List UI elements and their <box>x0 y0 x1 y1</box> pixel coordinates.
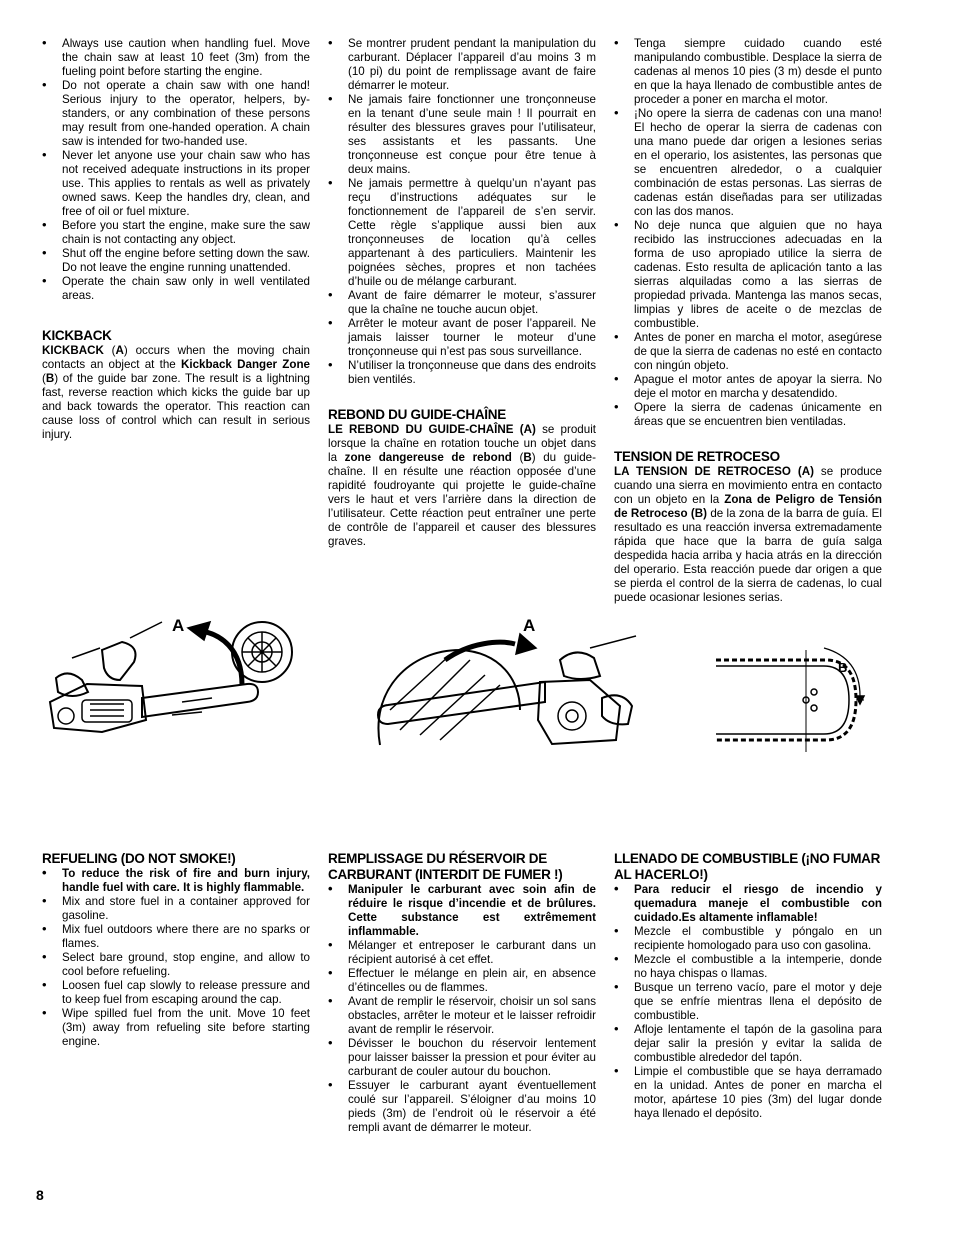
llenado-heading: LLENADO DE COMBUSTIBLE (¡NO FUMAR AL HACERLO!) <box>614 851 881 882</box>
remplissage-heading: REMPLISSAGE DU RÉSERVOIR DE CARBURANT (INTERDIT DE FUMER !) <box>328 851 563 882</box>
list-item: • Operate the chain saw only in well ventilated areas. <box>42 275 310 303</box>
tension-paragraph: LA TENSION DE RETROCESO (A) se produce cuando una sierra en movimiento entra en contacto con un objeto en la Zona de Peligro de Tensión de Retroceso (B) de la zona de la barra de guía. El resultado es una reacción inversa extremadamente rápida que hace que la barra de guía salga despedida hacia arriba y hacia atrás en la dirección del operario. Esta reacción puede dar origen a que se pierda el control de la sierra de cadenas, lo cual puede ocasionar lesiones serias. <box>614 465 882 604</box>
list-item: • Before you start the engine, make sure the saw chain is not contacting any object. <box>42 219 310 247</box>
list-item: • Antes de poner en marcha el motor, asegúrese de que la sierra de cadenas no esté en contacto con ningún objeto. <box>614 331 882 373</box>
page-number: 8 <box>36 1187 44 1203</box>
list-item: • To reduce the risk of fire and burn injury, handle fuel with care. It is highly flammable. <box>42 867 310 895</box>
rebond-paragraph: LE REBOND DU GUIDE-CHAÎNE (A) se produit lorsque la chaîne en rotation touche un objet dans la zone dangereuse de rebond (B) du guide-chaîne. Il en résulte une réaction opposée d’une rapidité foudroyante qui projette le guide-chaîne vers le haut et vers l’arrière dans la direction de l’utilisateur. Cette réaction peut entraîner une perte de contrôle de l’appareil et causer des blessures graves. <box>328 423 596 548</box>
es-fuel-list <box>614 37 882 429</box>
list-item: • No deje nunca que alguien que no haya recibido las instrucciones adecuadas en la forma de uso apropiado utilice la sierra de cadenas. Esto resulta de aplicación tanto a las sierras alquiladas como a las sierras de propiedad privada. Mantenga las manos secas, limpias y libres de aceite o de mezclas de combustible. <box>614 219 882 331</box>
figure-label-b: B <box>838 660 848 675</box>
list-item: • N’utiliser la tronçonneuse que dans des endroits bien ventilés. <box>328 359 596 387</box>
rebond-heading: REBOND DU GUIDE-CHAÎNE <box>328 407 506 422</box>
list-item: • Mix and store fuel in a container approved for gasoline. <box>42 895 310 923</box>
list-item: • Manipuler le carburant avec soin afin de réduire le risque d’incendie et de brûlures. Cette substance est extrêmement inflammable. <box>328 883 596 939</box>
list-item: • Afloje lentamente el tapón de la gasolina para dejar salir la presión y evitar la salida de combustible alrededor del tapón. <box>614 1023 882 1065</box>
list-item: • Effectuer le mélange en plein air, en absence d’étincelles ou de flammes. <box>328 967 596 995</box>
kickback-illustration-center <box>340 620 640 750</box>
list-item: • ¡No opere la sierra de cadenas con una mano! El hecho de operar la sierra de cadenas con una mano puede dar origen a lesiones serias en el operario, los asistentes, las personas que se encuentren alrededor, o a cualquier combinación de estas personas. Las sierras de cadenas están diseñadas para ser utilizadas con las dos manos. <box>614 107 882 219</box>
fr-refueling <box>328 851 596 1135</box>
list-item: • Mix fuel outdoors where there are no sparks or flames. <box>42 923 310 951</box>
kickback-heading: KICKBACK <box>42 328 112 343</box>
en-refueling-list <box>42 867 310 1049</box>
es-fuel-safety <box>614 37 882 605</box>
guide-bar-danger-zone-diagram <box>706 640 866 755</box>
list-item: • Opere la sierra de cadenas únicamente en áreas que se encuentren bien ventiladas. <box>614 401 882 429</box>
fr-refueling-list <box>328 883 596 1135</box>
es-refueling-list <box>614 883 882 1121</box>
list-item: • Never let anyone use your chain saw who has not received adequate instructions in its proper use. This applies to rentals as well as privately owned saws. Keep the handles dry, clean, and free of oil or fuel mixture. <box>42 149 310 219</box>
list-item: • Arrêter le moteur avant de poser l’appareil. Ne jamais laisser tourner le moteur d’une tronçonneuse qui n’est pas sous surveillance. <box>328 317 596 359</box>
fr-fuel-safety <box>328 37 596 549</box>
list-item: • Select bare ground, stop engine, and allow to cool before refueling. <box>42 951 310 979</box>
list-item: • Tenga siempre cuidado cuando esté manipulando combustible. Desplace la sierra de cadenas al menos 10 pies (3 m) desde el punto en que la haya llenado de combustible antes de proceder a poner en marcha el motor. <box>614 37 882 107</box>
tension-heading: TENSION DE RETROCESO <box>614 449 780 464</box>
figure-label-a: A <box>172 616 185 635</box>
list-item: • Do not operate a chain saw with one hand! Serious injury to the operator, helpers, by-standers, or any combination of these persons may result from one-handed operation. A chain saw is intended for two-handed use. <box>42 79 310 149</box>
kickback-paragraph: KICKBACK (A) occurs when the moving chain contacts an object at the Kickback Danger Zone (B) of the guide bar zone. The result is a lightning fast, reverse reaction which kicks the guide bar up and back towards the operator. This reaction can cause loss of control which can result in serious injury. <box>42 344 310 441</box>
list-item: • Loosen fuel cap slowly to release pressure and to keep fuel from escaping around the cap. <box>42 979 310 1007</box>
list-item: • Essuyer le carburant ayant éventuellement coulé sur l’appareil. S’éloigner d’au moins 10 pieds (3m) de l’endroit où le réservoir a été rempli avant de démarrer le moteur. <box>328 1079 596 1135</box>
es-refueling <box>614 851 882 1121</box>
list-item: • Ne jamais permettre à quelqu’un n’ayant pas reçu d’instructions adéquates sur le fonctionnement de l’appareil de s’en servir. Cette règle s’applique aussi bien aux tronçonneuses de location qu’à celles appartenant à des particuliers. Maintenir les poignées sèches, propres et non tachées d’huile ou de mélange carburant. <box>328 177 596 289</box>
list-item: • Avant de faire démarrer le moteur, s’assurer que la chaîne ne touche aucun objet. <box>328 289 596 317</box>
list-item: • Para reducir el riesgo de incendio y quemadura maneje el combustible con cuidado.Es altamente inflamable! <box>614 883 882 925</box>
list-item: • Wipe spilled fuel from the unit. Move 10 feet (3m) away from refueling site before starting engine. <box>42 1007 310 1049</box>
fr-fuel-list <box>328 37 596 387</box>
kickback-illustration-left <box>42 620 304 745</box>
list-item: • Dévisser le bouchon du réservoir lentement pour laisser baisser la pression et pour éviter au carburant de couler autour du bouchon. <box>328 1037 596 1079</box>
list-item: • Se montrer prudent pendant la manipulation du carburant. Déplacer l’appareil d’au moins 3 m (10 pi) du point de remplissage avant de faire démarrer le moteur. <box>328 37 596 93</box>
list-item: • Mezcle el combustible y póngalo en un recipiente homologado para uso con gasolina. <box>614 925 882 953</box>
list-item: • Apague el motor antes de apoyar la sierra. No deje el motor en marcha y desatendido. <box>614 373 882 401</box>
refueling-heading: REFUELING (DO NOT SMOKE!) <box>42 851 236 866</box>
en-refueling <box>42 851 310 1049</box>
list-item: • Always use caution when handling fuel. Move the chain saw at least 10 feet (3m) from the fueling point before starting the engine. <box>42 37 310 79</box>
list-item: • Ne jamais faire fonctionner une tronçonneuse en la tenant d’une seule main ! Il pourrait en résulter des blessures graves pour l’utilisateur, ses assistants et les passants. Une tronçonneuse est conçue pour être tenue à deux mains. <box>328 93 596 177</box>
list-item: • Avant de remplir le réservoir, choisir un sol sans obstacles, arrêter le moteur et le laisser refroidir avant de remplir le réservoir. <box>328 995 596 1037</box>
list-item: • Shut off the engine before setting down the saw. Do not leave the engine running unattended. <box>42 247 310 275</box>
list-item: • Busque un terreno vacío, pare el motor y deje que se enfríe mientras llena el depósito de combustible. <box>614 981 882 1023</box>
figure-label-a: A <box>523 616 536 635</box>
list-item: • Limpie el combustible que se haya derramado en la unidad. Antes de poner en marcha el motor, apártese 10 pies (3m) del lugar donde haya llenado el depósito. <box>614 1065 882 1121</box>
en-fuel-safety <box>42 37 310 442</box>
list-item: • Mélanger et entreposer le carburant dans un récipient autorisé à cet effet. <box>328 939 596 967</box>
list-item: • Mezcle el combustible a la intemperie, donde no haya chispas o llamas. <box>614 953 882 981</box>
en-fuel-list <box>42 37 310 303</box>
